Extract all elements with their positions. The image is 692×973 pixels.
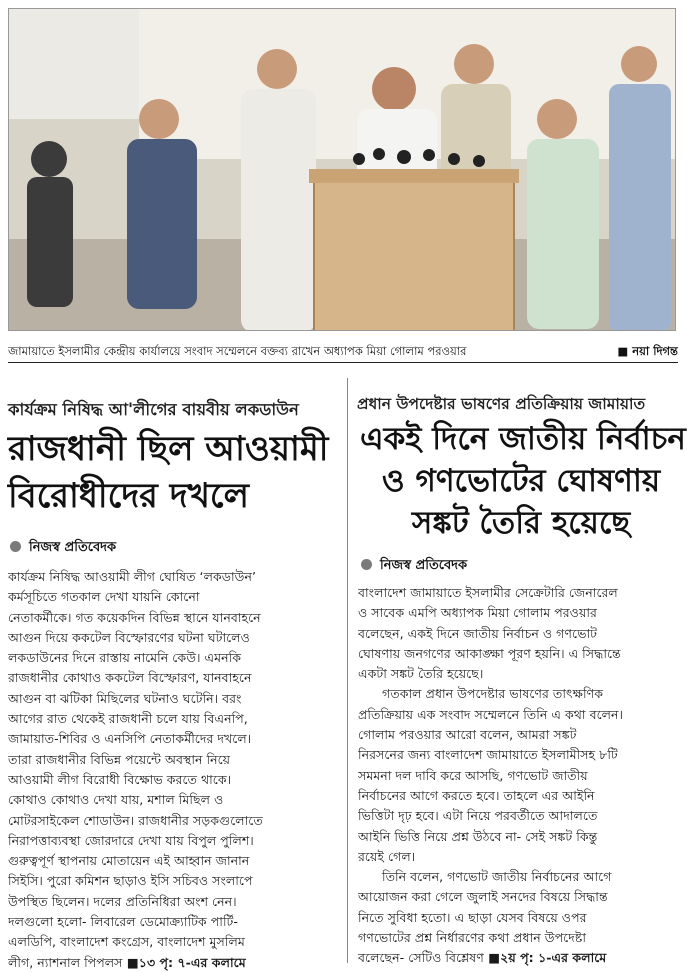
body-line: নিরসনের জন্য বাংলাদেশ জামায়াতে ইসলামীসহ ৮টি xyxy=(358,747,618,763)
body-line: আওয়ামী লীগ বিরোধী বিক্ষোভ করতে থাকে। xyxy=(8,771,232,787)
right-article-kicker: প্রধান উপদেষ্টার ভাষণের প্রতিক্রিয়ায় জামায়াত xyxy=(357,395,646,413)
body-line: গণভোটের প্রশ্ন নির্ধারণের কথা প্রধান উপদেষ্টা xyxy=(358,930,587,946)
body-line: আইনি ভিত্তি নিয়ে প্রশ্ন উঠবে না- সেই সঙ্কট কিন্তু xyxy=(358,828,598,844)
body-line: রাজধানীর কোথাও ককটেল বিস্ফোরণ, যানবাহনে xyxy=(8,670,252,686)
body-line: এলডিপি, বাংলাদেশ কংগ্রেস, বাংলাদেশ মুসলিম xyxy=(8,934,245,950)
body-line: ভিত্তিটা দৃঢ় হবে। এটা নিয়ে পরবর্তীতে আদালতে xyxy=(358,808,598,824)
body-line: মোটরসাইকেল শোডাউন। রাজধানীর সড়কগুলোতে xyxy=(8,812,263,828)
body-line: কার্যক্রম নিষিদ্ধ আওয়ামী লীগ ঘোষিত ‘লকডাউন’ xyxy=(8,569,257,584)
continued-jump-link[interactable]: ■১৩ পৃ: ৭-এর কলামে xyxy=(122,954,246,970)
body-line: ঘোষণায় জনগণের আকাঙ্ক্ষা পূরণ হয়নি। এ সিদ্ধান্তে xyxy=(358,645,621,661)
photo-credit: ■ নয়া দিগন্ত xyxy=(617,344,678,358)
body-line: গতকাল প্রধান উপদেষ্টার ভাষণের তাৎক্ষণিক xyxy=(382,686,604,702)
body-line: নেতাকর্মীকে। গত কয়েকদিন বিভিন্ন স্থানে যানবাহনে xyxy=(8,609,261,625)
body-line: কর্মসূচিতে গতকাল দেখা যায়নি কোনো xyxy=(8,589,200,605)
body-line: বলেছেন, একই দিনে জাতীয় নির্বাচন ও গণভোট xyxy=(358,625,598,641)
caption-text: জামায়াতে ইসলামীর কেন্দ্রীয় কার্যালয়ে সংবাদ সম্মেলনে বক্তব্য রাখেন অধ্যাপক মিয়া গোলাম পরওয়ার xyxy=(8,344,467,358)
photo-illustration xyxy=(9,9,676,331)
left-article-byline xyxy=(10,539,116,557)
body-line: আগুন বা ঝটিকা মিছিলের ঘটনাও ঘটেনি। বরং xyxy=(8,690,242,706)
press-conference-photo xyxy=(8,8,676,331)
left-article-kicker: কার্যক্রম নিষিদ্ধ আ'লীগের বায়বীয় লকডাউন xyxy=(8,400,299,419)
body-line: আগুন দিয়ে ককটেল বিস্ফোরণের ঘটনা ঘটালেও xyxy=(8,629,250,645)
body-line: নিতে সুবিধা হতো। এ ছাড়া যেসব বিষয়ে ওপর xyxy=(358,909,587,925)
left-article-headline xyxy=(8,426,342,520)
body-line: নিরাপত্তাব্যবস্থা জোরদারে দেখা যায় বিপুল পুলিশ। xyxy=(8,832,254,848)
left-article-body xyxy=(8,567,342,973)
byline-text: নিজস্ব প্রতিবেদক xyxy=(29,540,117,555)
right-article-body xyxy=(358,583,680,969)
body-line: নির্বাচনের আগে করতে হবে। তাহলে এর আইনি xyxy=(358,787,595,803)
bullet-icon xyxy=(10,541,21,552)
body-line: ও সাবেক এমপি অধ্যাপক মিয়া গোলাম পরওয়ার xyxy=(358,605,597,621)
body-line: আগের রাত থেকেই রাজধানী চলে যায় বিএনপি, xyxy=(8,711,248,727)
body-line: রয়েই গেল। xyxy=(358,848,416,864)
body-line: গুরুত্বপূর্ণ স্থাপনায় মোতায়েন এই আহ্বান জানান xyxy=(8,853,250,869)
body-line: প্রতিক্রিয়ায় এক সংবাদ সম্মেলনে তিনি এ কথা বলেন। xyxy=(358,706,624,722)
body-line: বাংলাদেশ জামায়াতে ইসলামীর সেক্রেটারি জেনারেল xyxy=(358,585,618,600)
right-article-byline xyxy=(361,557,467,575)
bullet-icon xyxy=(361,559,372,570)
body-line: আয়োজন করা গেলে জুলাই সনদের বিষয়ে সিদ্ধান্ত xyxy=(358,889,608,905)
body-line: বলেছেন- সেটিও বিশ্লেষণ ■২য় পৃ: ১-এর কলামে xyxy=(358,950,607,966)
body-line: উপস্থিত ছিলেন। দলের প্রতিনিধিরা অংশ নেন। xyxy=(8,893,237,909)
right-article-headline xyxy=(360,418,686,544)
photo-caption xyxy=(8,340,678,363)
headline-line: বিরোধীদের দখলে xyxy=(8,476,249,516)
body-line: লীগ, ন্যাশনাল পিপলস ■১৩ পৃ: ৭-এর কলামে xyxy=(8,954,246,970)
body-line: সমমনা দল দাবি করে আসছি, গণভোট জাতীয় xyxy=(358,767,588,783)
column-divider xyxy=(347,378,348,963)
body-line: জামায়াত-শিবির ও এনসিপি নেতাকর্মীদের দখলে। xyxy=(8,731,252,747)
headline-line: একই দিনে জাতীয় নির্বাচন xyxy=(360,421,686,457)
body-line: সিইসি। পুরো কমিশন ছাড়াও ইসি সচিবও সংলাপে xyxy=(8,873,253,889)
byline-text: নিজস্ব প্রতিবেদক xyxy=(380,558,468,573)
body-line: তারা রাজধানীর বিভিন্ন পয়েন্টে অবস্থান নিয়ে xyxy=(8,751,231,767)
continued-jump-link[interactable]: ■২য় পৃ: ১-এর কলামে xyxy=(483,950,607,966)
headline-line: সঙ্কট তৈরি হয়েছে xyxy=(411,505,631,541)
body-line: কোথাও কোথাও দেখা যায়, মশাল মিছিল ও xyxy=(8,792,224,808)
headline-line: রাজধানী ছিল আওয়ামী xyxy=(8,429,329,469)
body-line: একটা সঙ্কট তৈরি হয়েছে। xyxy=(358,666,484,682)
body-line: তিনি বলেন, গণভোট জাতীয় নির্বাচনের আগে xyxy=(382,869,612,885)
headline-line: ও গণভোটের ঘোষণায় xyxy=(381,463,661,499)
body-line: লকডাউনের দিনে রাস্তায় নামেনি কেউ। এমনকি xyxy=(8,650,242,666)
body-line: দলগুলো হলো- লিবারেল ডেমোক্র্যাটিক পার্টি- xyxy=(8,914,238,930)
body-line: গোলাম পরওয়ার আরো বলেন, আমরা সঙ্কট xyxy=(358,727,577,743)
